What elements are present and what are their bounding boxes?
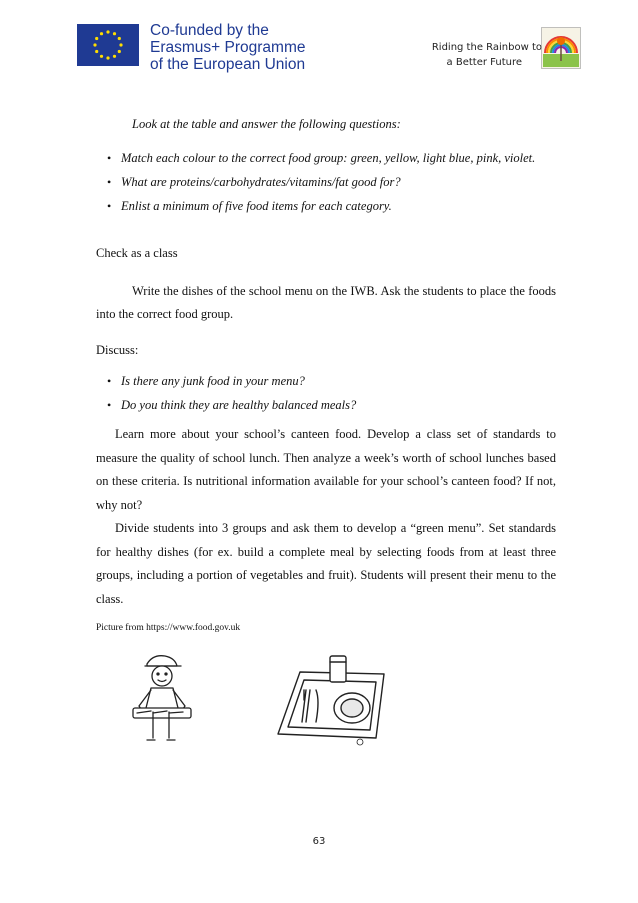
- check-heading: Check as a class: [96, 246, 178, 260]
- list-item: • Enlist a minimum of five food items for each category.: [96, 195, 556, 217]
- write-paragraph: Write the dishes of the school menu on the IWB. Ask the students to place the foods into the correct food group.: [96, 284, 556, 321]
- eu-line-3: of the European Union: [150, 56, 306, 73]
- rainbow-logo-icon: [541, 27, 581, 69]
- discuss-heading: Discuss:: [96, 343, 139, 357]
- eu-line-2: Erasmus+ Programme: [150, 39, 306, 56]
- divide-paragraph: Divide students into 3 groups and ask them to develop a “green menu”. Set standards for healthy dishes (for ex. build a complete meal by selecting foods from at least three groups, including a portion of vegetables and fruit). Students will present their menu to the class.: [96, 521, 556, 606]
- list-item: • What are proteins/carbohydrates/vitamins/fat good for?: [96, 171, 556, 193]
- meal-tray-drawing: [272, 650, 396, 750]
- learn-paragraph: Learn more about your school’s canteen food. Develop a class set of standards to measure the quality of school lunch. Then analyze a week’s worth of school lunches based on these criteria. Is nutritional information available for your school’s canteen food? If not, why not?: [96, 427, 556, 512]
- eu-funding-text: [150, 22, 305, 73]
- student-with-tray-drawing: [123, 650, 203, 750]
- eu-line-1: Co-funded by the: [150, 22, 269, 39]
- intro-instruction: Look at the table and answer the following questions:: [132, 117, 401, 131]
- project-title-line-1: Riding the Rainbow to: [431, 42, 542, 53]
- list-item: • Match each colour to the correct food group: green, yellow, light blue, pink, violet.: [96, 147, 556, 169]
- question-list: [96, 147, 556, 219]
- project-title-line-2: a Better Future: [446, 57, 522, 68]
- project-title: [392, 40, 542, 70]
- list-item: • Is there any junk food in your menu?: [96, 370, 556, 392]
- list-item: • Do you think they are healthy balanced meals?: [96, 394, 556, 416]
- page-number: 63: [312, 836, 326, 847]
- eu-flag-icon: [77, 24, 139, 66]
- picture-credit: Picture from https://www.food.gov.uk: [96, 623, 241, 633]
- discuss-list: [96, 370, 556, 418]
